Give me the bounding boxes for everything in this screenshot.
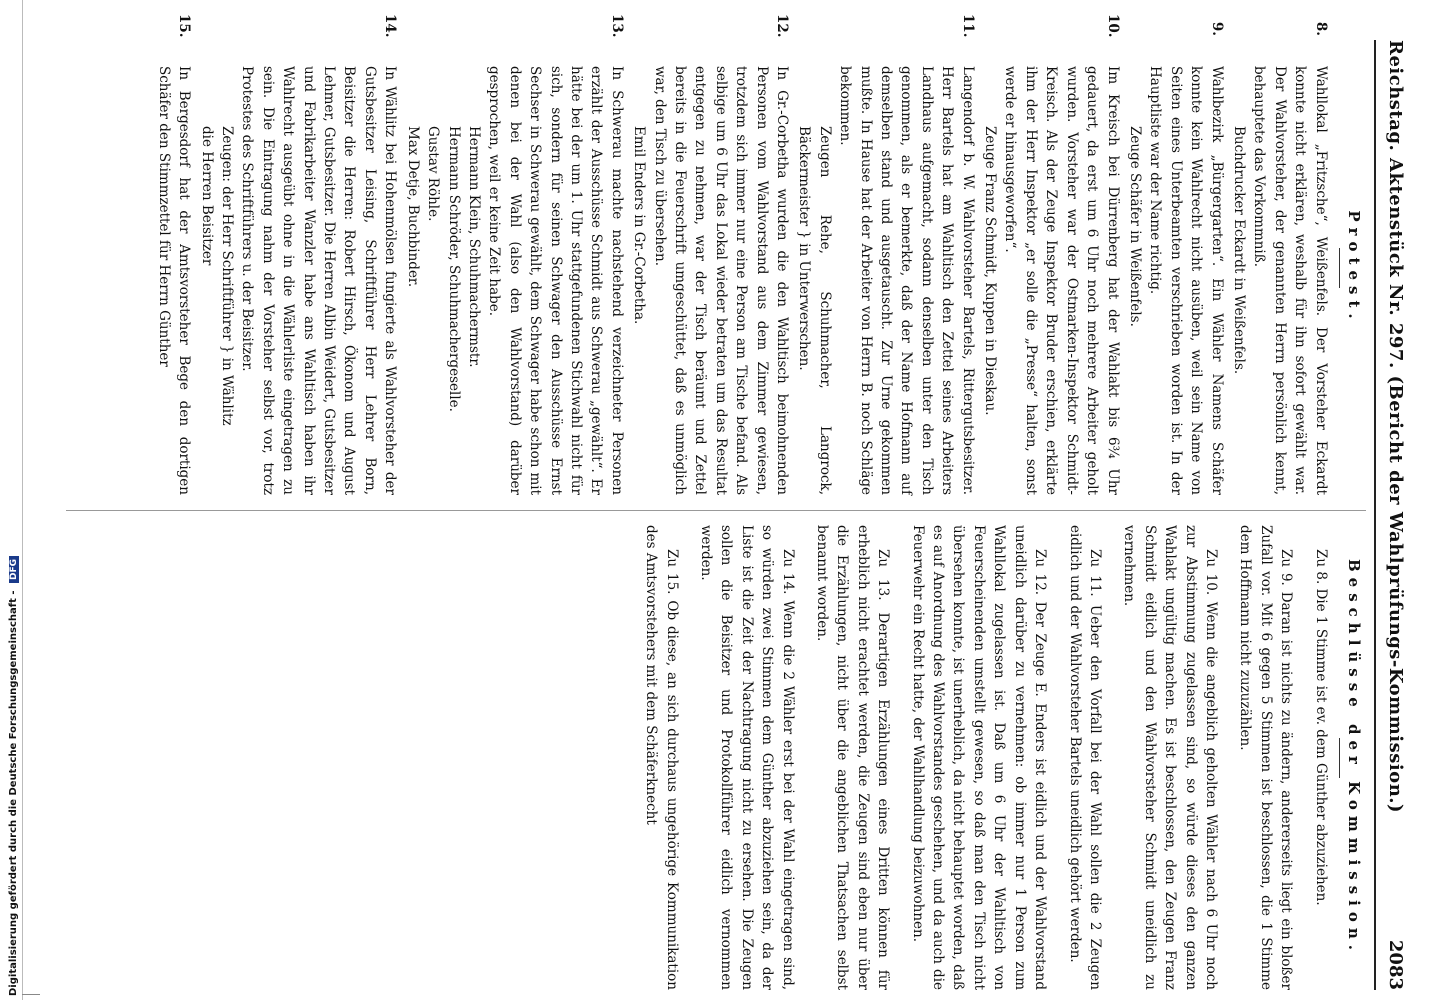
entry-number: 8. <box>1312 21 1329 36</box>
header-rule <box>1374 40 1376 990</box>
entry-witness: Emil Enders in Gr.-Corbetha. <box>631 126 648 325</box>
commission-note: Zu 11. Ueber den Vorfall bei der Wahl sollen die 2 Zeugen eidlich und der Wahlvorsteher Bartels uneidlich gehört werden. <box>1066 525 1103 990</box>
page-header <box>1380 40 1410 990</box>
entry-witness: Hermann Klein, Schuhmachermstr. <box>465 126 482 368</box>
commission-column <box>627 525 1366 990</box>
dfg-logo: DFG <box>9 556 19 583</box>
entry-text: Wahlbezirk „Bürgergarten“. Ein Wähler Namens Schäfer konnte kein Wahlrecht nicht ausüben, weil sein Name von Seiten eines Unterbeamten verschrieben worden ist. In der Hauptliste war der Name richtig. <box>1147 66 1225 495</box>
entry-text: Im Kreisch bei Dürrenberg hat der Wahlakt bis 6¾ Uhr gedauert, da erst um 6 Uhr noch mehrere Arbeiter geholt wurden. Vorsteher war der Ostmarken-Inspektor Schmidt-Kreisch. Als der Zeuge Inspektor Bruder erschien, erklärte ihm der Herr Inspektor „er solle die „Presse“ halten, sonst werde er hinausgeworfen“. <box>1002 66 1121 495</box>
page-title: Reichstag. Aktenstück Nr. 297. (Bericht der Wahlprüfungs-Kommission.) <box>1385 40 1406 814</box>
entry-number: 10. <box>1104 14 1121 38</box>
entry-text: Wahllokal „Fritzsche“, Weißenfels. Der Vorsteher Eckardt konnte nicht erklären, weshalb für ihn sofort gewählt war. Der Wahlvorsteher, der genannten Herrn persönlich kennt, behauptete das Vorkommniß. <box>1251 66 1329 495</box>
commission-note: Zu 12. Der Zeuge E. Enders ist eidlich und der Wahlvorstand uneidlich darüber zu vernehmen: ob immer nur 1 Person zum Wahllokal zugelassen ist. Daß um 6 Uhr der Wahltisch von Feuerscheinenden umstellt gewesen, so daß man den Tisch nicht übersehen konnte, ist unerheblich, da nicht behauptet worden, daß es auf Anordnung des Wahlvorstandes geschehen, und da auch die Feuerwehr ein Recht hatte, der Wahlhandlung beizuwohnen. <box>909 525 1049 990</box>
protest-entries <box>153 14 1330 495</box>
entry-number: 13. <box>608 14 625 38</box>
protest-heading: Protest. <box>1345 210 1363 325</box>
protest-entry <box>153 14 194 495</box>
entry-witness: Zeugen Rehe, Schuhmacher, Langrock, Bäckermeister } in Unterwerschen. <box>796 126 833 495</box>
commission-notes <box>641 525 1331 990</box>
commission-note: Zu 8. Die 1 Stimme ist ev. dem Günther abzuziehen. <box>1312 549 1329 906</box>
commission-note: Zu 15. Ob diese, an sich durchaus ungehörige Kommunikation des Amtsvorstehers mit dem Schäferknecht <box>643 525 680 990</box>
page-number: 2083 <box>1385 939 1406 990</box>
protest-heading-rule <box>1339 248 1340 288</box>
entry-text: In Schwerau machte nachstehend verzeichneter Personen erzählt der Ausschüsse Schmidt aus Schwerau „gewählt“. Er hätte bei der um 1. Uhr stattgefundenen Stichwahl nicht für sich, sondern für seinen Schwager den Ausschüsse Ernst Sechser in Schwerau gewählt, dem Schwager habe schon mit denen bei der Wahl (also den Wahlvorstand) darüber gesprochen, weil er keine Zeit habe. <box>486 66 625 495</box>
commission-note: Zu 9. Daran ist nichts zu ändern, andererseits liegt ein bloßer Zufall vor. Mit 6 gegen 5 Stimmen ist beschlossen, die 1 Stimme dem Hoffmann nicht zuzuzählen. <box>1237 525 1295 990</box>
protest-entry <box>196 14 400 495</box>
entry-witness: Buchdrucker Eckardt in Weißenfels. <box>1230 126 1247 375</box>
protest-entry <box>980 14 1123 495</box>
entry-witness: Hermann Schröder, Schuhmachergeselle. <box>445 126 462 412</box>
entry-text: In Bergesdorf hat der Amtsvorsteher Bege den dortigen Schäfer den Stimmzettel für Herrn Günther <box>155 66 193 495</box>
protest-column <box>151 14 1366 495</box>
entry-witness: Gustav Röhle. <box>425 126 442 222</box>
entry-number: 12. <box>774 14 791 38</box>
column-divider <box>66 510 1366 511</box>
protest-entry <box>629 14 792 495</box>
entry-text: In Wählitz bei Hohenmölsen fungierte als Wahlvorsteher der Gutsbesitzer Leising, Schriftführer Herr Lehrer Born, Beisitzer die Herren: Robert Hirsch, Ökonom und August Lehmer, Gutsbesitzer. Die Herren Albin Weidert, Gutsbesitzer und Fabrikarbeiter Wanzler habe ans Wahltisch haben ihr Wahlrecht ausgeübt ohne in die Wählerliste eingetragen zu sein. Die Eintragung nahm der Vorsteher selbst vor, trotz Protestes des Schriftführers u. der Beisitzer. <box>239 66 399 495</box>
credit-text: Digitalisierung gefördert durch die Deutsche Forschungsgemeinschaft - <box>8 590 19 996</box>
protest-entry <box>794 14 978 495</box>
commission-note: Zu 14. Wenn die 2 Wähler erst bei der Wahl eingetragen sind, so würden zwei Stimmen dem Günther abzuziehen sein, da der Liste ist die Zeit der Nachtragung nicht zu ersehen. Die Zeugen sollen die Beisitzer und Protokollführer eidlich vernommen werden. <box>698 525 796 990</box>
entry-witness: die Herren Beisitzer <box>198 126 215 266</box>
protest-entry <box>402 14 626 495</box>
commission-note: Zu 10. Wenn die angeblich geholten Wähler nach 6 Uhr noch zur Abstimmung zugelassen sind, so würde dieses den ganzen Wahlakt ungültig machen. Es ist beschlossen, den Zeugen Franz Schmidt eidlich und den Wahlvorsteher Schmidt uneidlich zu vernehmen. <box>1121 525 1219 990</box>
frame-line <box>22 0 23 1000</box>
bottom-mark <box>22 994 40 995</box>
commission-heading-rule <box>1339 738 1340 778</box>
entry-number: 9. <box>1208 21 1225 36</box>
entry-witness: Zeuge Franz Schmidt, Kuppen in Dieskau. <box>982 126 999 416</box>
protest-entry <box>1125 21 1227 495</box>
protest-entry <box>1229 21 1331 495</box>
entry-number: 14. <box>382 14 399 38</box>
commission-heading: Beschlüsse der Kommission. <box>1345 559 1363 956</box>
digitization-credit <box>8 556 19 996</box>
entry-witness: Max Detje, Buchbinder. <box>404 126 421 288</box>
entry-witness: Zeugen: der Herr Schriftführer } in Wählitz <box>219 126 236 426</box>
commission-note: Zu 13. Derartigen Erzählungen eines Dritten können für erheblich nicht erachtet werden, die Zeugen sind eben nur über die Erzählungen, nicht über die angeblichen Thatsachen selbst benannt worden. <box>814 525 892 990</box>
document-page <box>40 14 1410 990</box>
entry-witness: Zeuge Schäfer in Weißenfels. <box>1126 126 1143 327</box>
entry-number: 15. <box>176 14 193 38</box>
entry-number: 11. <box>959 14 976 38</box>
entry-text: In Gr.-Corbetha wurden die den Wahltisch beimohnenden Personen vom Wahlvorstand aus dem Zimmer gewiesen, trotzdem sich immer nur eine Person am Tische befand. Als selbige um 6 Uhr das Lokal wieder betraten um das Resultat entgegen zu nehmen, war der Tisch beräumt und Zettel bereits in die Feuerschrift umgeschüttet, daß es unmöglich war, den Tisch zu übersehen. <box>651 66 791 495</box>
entry-text: Langendorf b. W. Wahlvorsteher Bartels, Rittergutsbesitzer. Herr Bartels hat am Wahltisch den Zettel seines Arbeiters Landhaus aufgemacht, sodann denselben unter den Tisch genommen, als er bemerkte, daß der Name Hofmann auf demselben stand und ausgetauscht. Zur Urne gekommen mußte. In Hause hat der Arbeiter von Herrn B. noch Schläge bekommen. <box>837 66 976 495</box>
